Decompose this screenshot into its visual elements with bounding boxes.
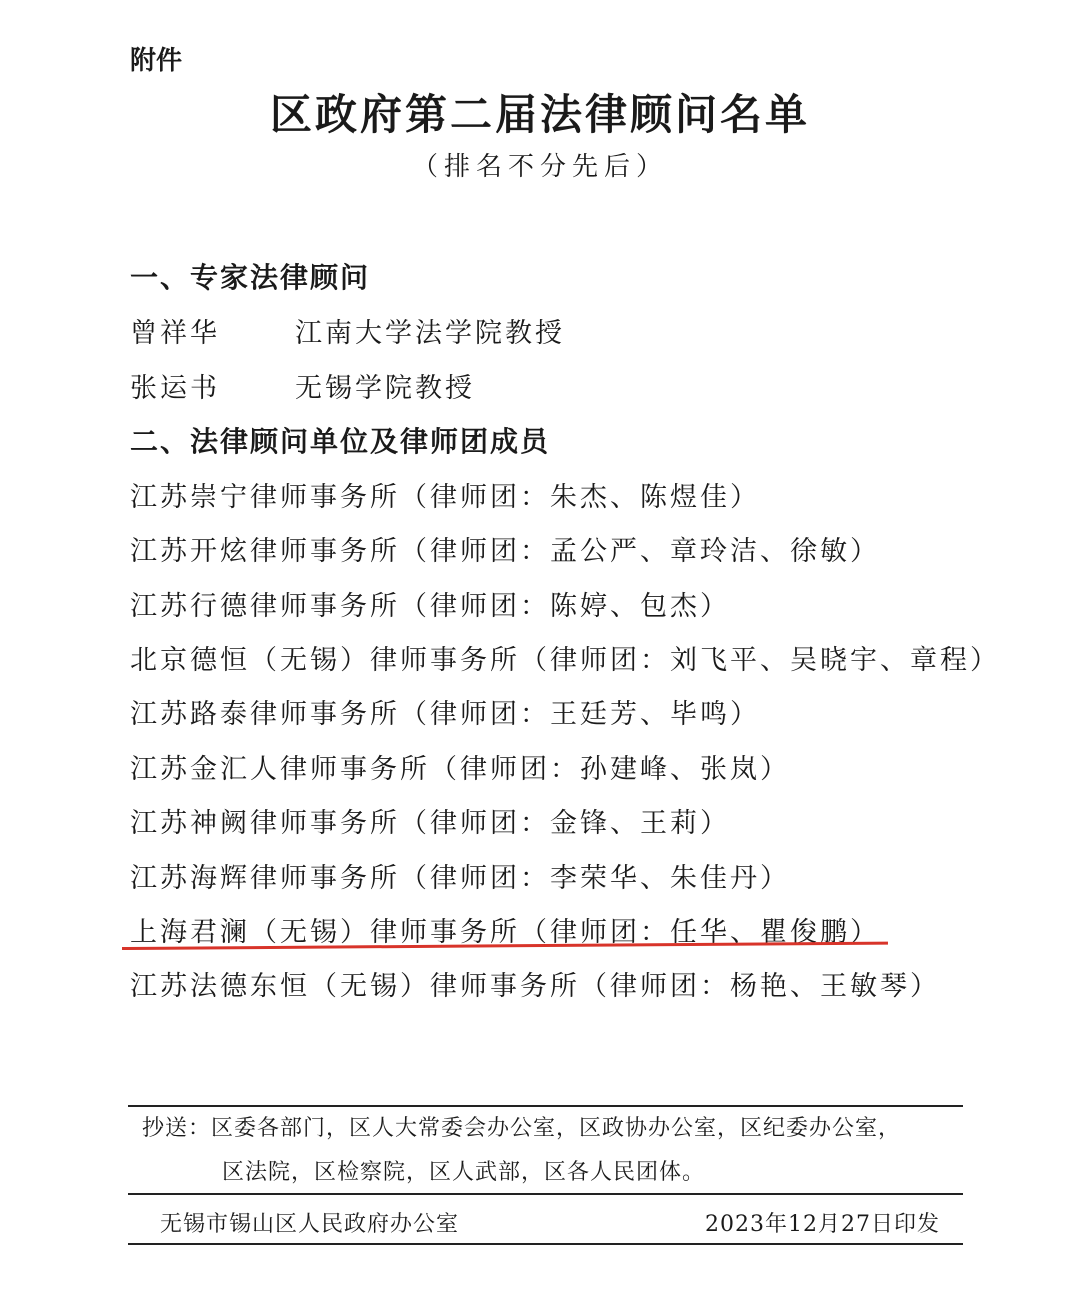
firm-list-item: 江苏神阙律师事务所（律师团：金锋、王莉）	[130, 808, 730, 839]
issue-date: 2023年12月27日印发	[705, 1212, 940, 1237]
cc-line-1: 抄送：区委各部门，区人大常委会办公室，区政协办公室，区纪委办公室，	[142, 1116, 902, 1141]
firm-list-item: 江苏金汇人律师事务所（律师团：孙建峰、张岚）	[130, 754, 790, 785]
footer-bottom-rule	[128, 1243, 963, 1245]
issuer-office: 无锡市锡山区人民政府办公室	[160, 1212, 460, 1237]
firm-list-item: 江苏行德律师事务所（律师团：陈婷、包杰）	[130, 591, 730, 622]
expert-title: 无锡学院教授	[295, 373, 475, 404]
page-title: 区政府第二届法律顾问名单	[269, 90, 810, 139]
expert-name: 张运书	[130, 373, 220, 404]
firm-list-item: 江苏崇宁律师事务所（律师团：朱杰、陈煜佳）	[130, 482, 760, 513]
footer-middle-rule	[128, 1193, 963, 1195]
firm-list-item: 北京德恒（无锡）律师事务所（律师团：刘飞平、吴晓宇、章程）	[130, 645, 1000, 676]
firm-list-item: 江苏开炫律师事务所（律师团：孟公严、章玲洁、徐敏）	[130, 536, 880, 567]
attachment-label: 附件	[130, 46, 183, 76]
section-heading-firms: 二、法律顾问单位及律师团成员	[130, 425, 551, 458]
firm-list-item-highlighted: 上海君澜（无锡）律师事务所（律师团：任华、瞿俊鹏）	[130, 917, 880, 948]
expert-title: 江南大学法学院教授	[295, 318, 565, 349]
page-subtitle: （排名不分先后）	[411, 152, 668, 182]
section-heading-experts: 一、专家法律顾问	[130, 261, 371, 294]
firm-list-item: 江苏路泰律师事务所（律师团：王廷芳、毕鸣）	[130, 699, 760, 730]
cc-line-2: 区法院，区检察院，区人武部，区各人民团体。	[222, 1160, 706, 1185]
footer-top-rule	[128, 1105, 963, 1107]
expert-name: 曾祥华	[130, 318, 220, 349]
firm-list-item: 江苏海辉律师事务所（律师团：李荣华、朱佳丹）	[130, 863, 790, 894]
firm-list-item: 江苏法德东恒（无锡）律师事务所（律师团：杨艳、王敏琴）	[130, 971, 940, 1002]
